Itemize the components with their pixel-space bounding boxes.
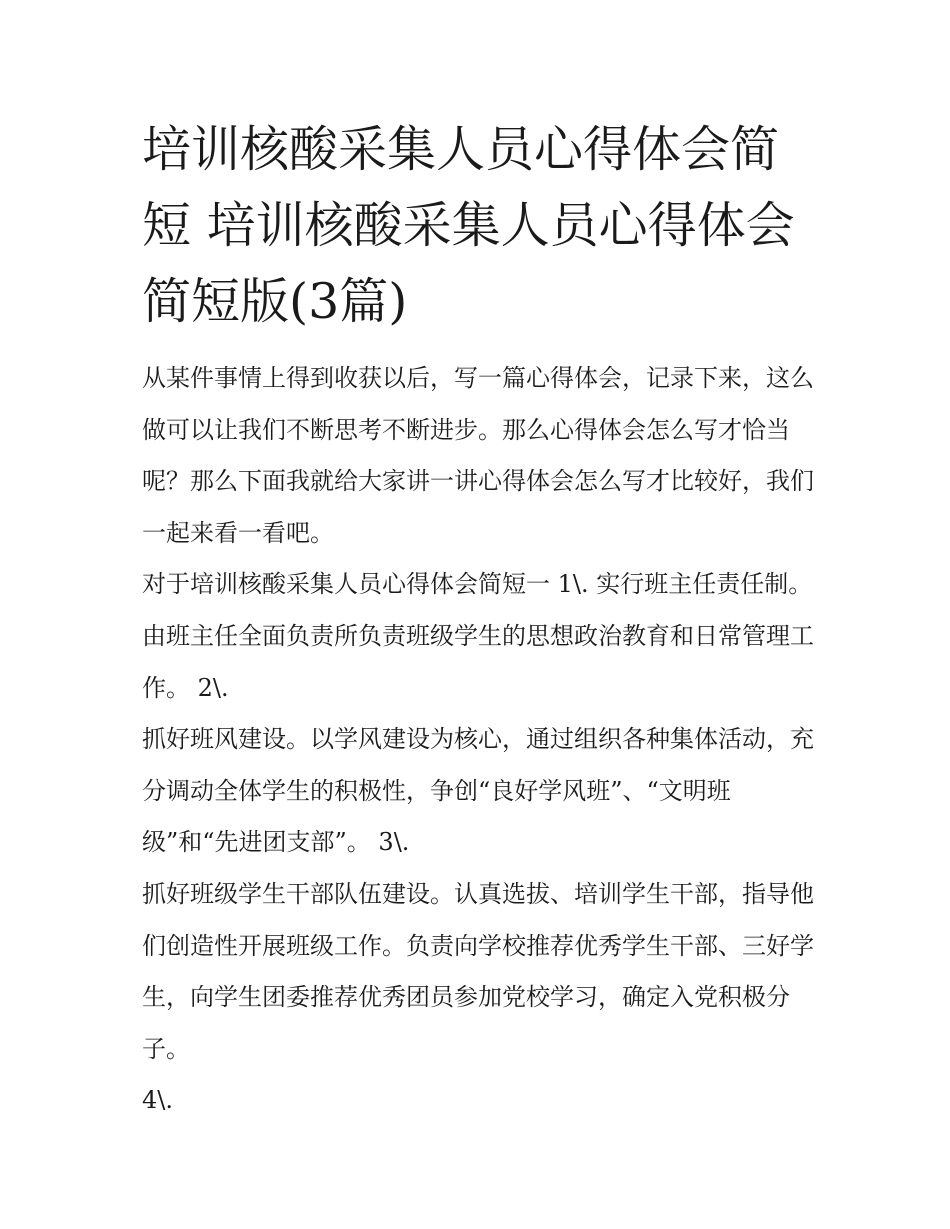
body-paragraph: 抓好班级学生干部队伍建设。认真选拔、培训学生干部，指导他们创造性开展班级工作。负责向学校推荐优秀学生干部、三好学生，向学生团委推荐优秀团员参加党校学习，确定入党积极分子。 (142, 879, 814, 1063)
body-paragraph: 抓好班风建设。以学风建设为核心，通过组织各种集体活动，充分调动全体学生的积极性，争创“良好学风班”、“文明班级”和“先进团支部”。 3\. (142, 725, 814, 857)
body-paragraph: 对于培训核酸采集人员心得体会简短一 1\. 实行班主任责任制。由班主任全面负责所负责班级学生的思想政治教育和日常管理工作。 2\. (142, 570, 814, 702)
body-paragraph: 从某件事情上得到收获以后，写一篇心得体会，记录下来，这么做可以让我们不断思考不断进步。那么心得体会怎么写才恰当呢？那么下面我就给大家讲一讲心得体会怎么写才比较好，我们一起来看一看吧。 (142, 364, 814, 547)
document-body (142, 353, 814, 1127)
document-title: 培训核酸采集人员心得体会简短 培训核酸采集人员心得体会简短版(3篇) (142, 121, 795, 330)
body-paragraph: 4\. (142, 1086, 173, 1115)
